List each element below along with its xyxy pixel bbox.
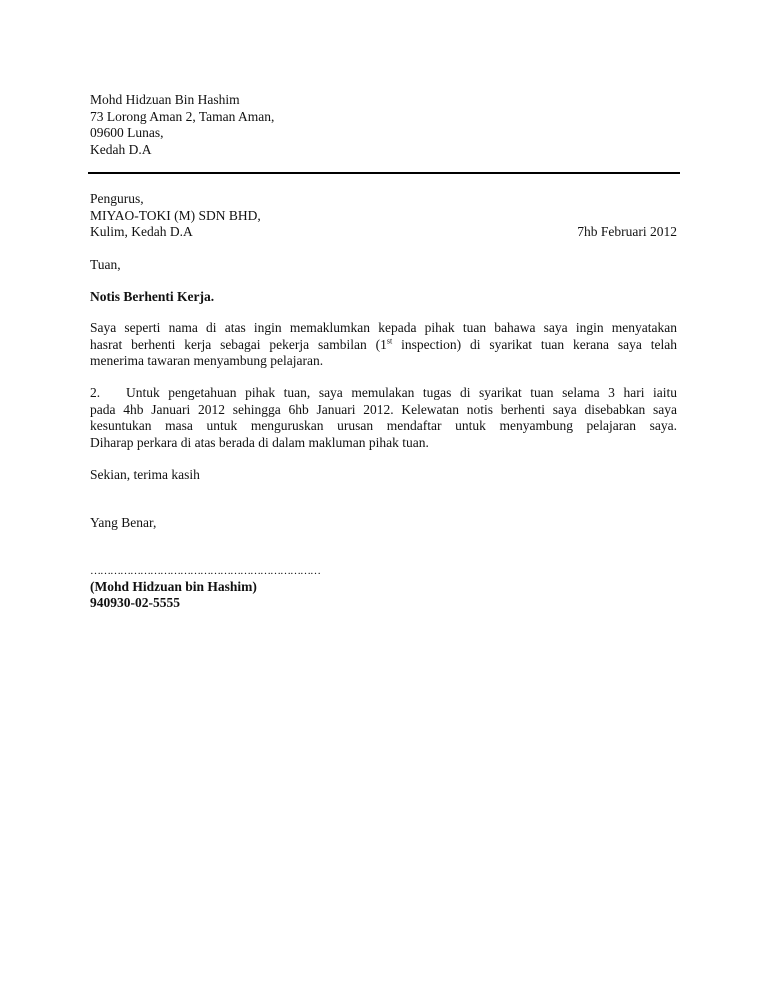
paragraph-1-line-2-start: hasrat berhenti kerja sebagai pekerja sambilan (1 bbox=[90, 336, 387, 352]
paragraph-1-line-1: Saya seperti nama di atas ingin memaklumkan kepada pihak tuan bahawa saya ingin menyatakan bbox=[90, 320, 677, 335]
recipient-location: Kulim, Kedah D.A bbox=[90, 224, 193, 239]
letter-subject: Notis Berhenti Kerja. bbox=[90, 289, 215, 304]
closing-line: Sekian, terima kasih bbox=[90, 467, 200, 482]
paragraph-2-line-3: kesuntukan masa untuk menguruskan urusan mendaftar untuk menyambung pelajaran saya. bbox=[90, 418, 677, 433]
letter-date: 7hb Februari 2012 bbox=[577, 224, 677, 239]
recipient-address-block bbox=[90, 191, 261, 241]
paragraph-2-line-1-text: Untuk pengetahuan pihak tuan, saya memulakan tugas di syarikat tuan selama 3 hari iaitu bbox=[126, 385, 677, 400]
sender-name: Mohd Hidzuan Bin Hashim bbox=[90, 92, 240, 107]
sender-address-line-1: 73 Lorong Aman 2, Taman Aman, bbox=[90, 108, 275, 124]
paragraph-1-line-2 bbox=[90, 337, 677, 354]
paragraph-1-line-2-end: inspection) di syarikat tuan kerana saya telah bbox=[392, 336, 677, 352]
paragraph-2-number: 2. bbox=[90, 385, 101, 400]
ordinal-superscript: st bbox=[386, 336, 393, 345]
paragraph-2-line-2: pada 4hb Januari 2012 sehingga 6hb Januari 2012. Kelewatan notis berhenti saya disebabkan saya bbox=[90, 401, 677, 417]
paragraph-1 bbox=[90, 320, 677, 370]
paragraph-2-line-4: Diharap perkara di atas berada di dalam makluman pihak tuan. bbox=[90, 434, 429, 450]
header-divider bbox=[88, 172, 680, 174]
sender-address-line-3: Kedah D.A bbox=[90, 141, 152, 157]
salutation: Tuan, bbox=[90, 257, 121, 272]
paragraph-1-line-3: menerima tawaran menyambung pelajaran. bbox=[90, 353, 324, 368]
paragraph-2-line-1 bbox=[90, 385, 677, 402]
paragraph-2 bbox=[90, 385, 677, 451]
recipient-company: MIYAO-TOKI (M) SDN BHD, bbox=[90, 207, 261, 223]
sender-address-line-2: 09600 Lunas, bbox=[90, 125, 164, 140]
sign-off: Yang Benar, bbox=[90, 515, 157, 530]
signatory-name: (Mohd Hidzuan bin Hashim) bbox=[90, 579, 257, 594]
sender-address-block bbox=[90, 92, 274, 158]
signature-line: …………………………………………………………… bbox=[90, 565, 320, 577]
ic-number: 940930-02-5555 bbox=[90, 595, 180, 610]
recipient-title: Pengurus, bbox=[90, 191, 144, 206]
